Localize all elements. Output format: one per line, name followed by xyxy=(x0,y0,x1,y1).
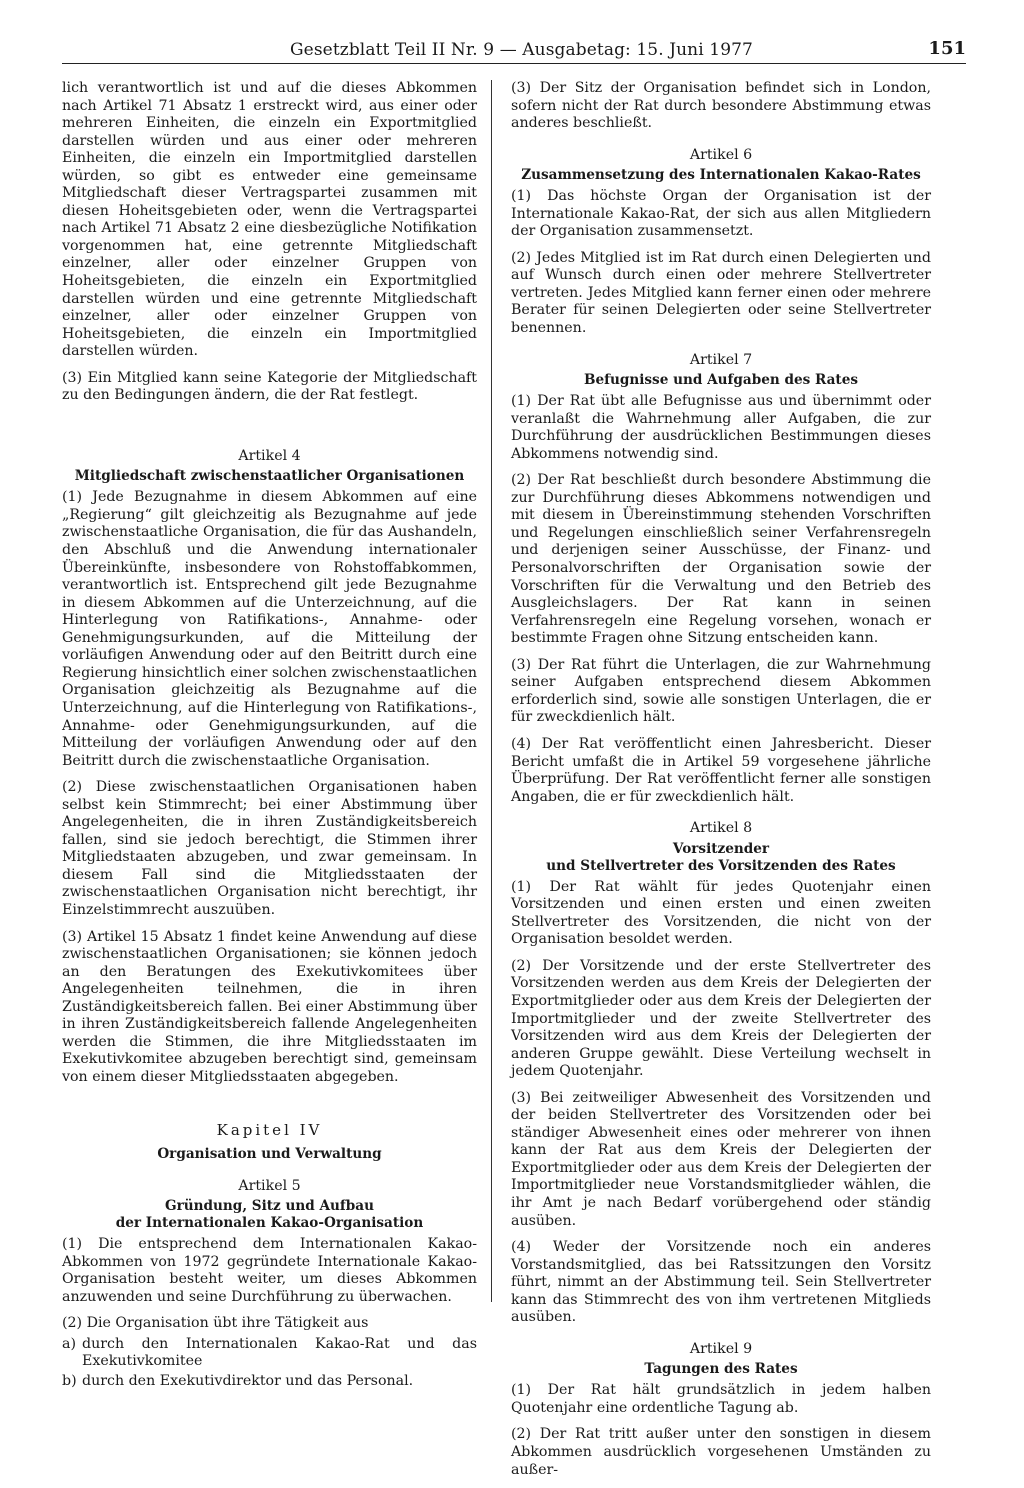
article-4-paragraph-1: (1) Jede Bezugnahme in diesem Abkommen auf eine „Regierung“ gilt gleichzeitig als Bezugnahme auf jede zwischenstaatliche Organisation, die für das Aushandeln, den Abschluß und die Anwendung internationaler Übereinkünfte, insbesondere von Rohstoffabkommen, verantwortlich ist. Entsprechend gilt jede Bezugnahme in diesem Abkommen auf die Unterzeichnung, auf die Hinterlegung von Ratifikations-, Annahme- oder Genehmigungsurkunden, auf die Mitteilung der vorläufigen Anwendung oder auf den Beitritt durch eine Regierung hinsichtlich einer solchen zwischenstaatlichen Organisation gleichzeitig als Bezugnahme auf die Unterzeichnung, auf die Hinterlegung von Ratifikations-, Annahme- oder Genehmigungsurkunden, auf die Mitteilung der vorläufigen Anwendung oder auf den Beitritt durch die zwischenstaatliche Organisation. xyxy=(62,489,477,769)
article-4-heading: Artikel 4 xyxy=(238,447,301,464)
list-text: durch den Exekutivdirektor und das Personal. xyxy=(82,1372,414,1389)
article-5-title-line-1: Gründung, Sitz und Aufbau xyxy=(165,1198,374,1215)
article-9-paragraph-2: (2) Der Rat tritt außer unter den sonstigen in diesem Abkommen ausdrücklich vorgesehenen Umständen zu außer- xyxy=(511,1426,931,1478)
left-column xyxy=(62,80,477,1392)
list-marker: a) xyxy=(62,1335,76,1352)
article-7-paragraph-4: (4) Der Rat veröffentlicht einen Jahresbericht. Dieser Bericht umfaßt die in Artikel 59 vorgesehene jährliche Überprüfung. Der Rat veröffentlicht ferner alle sonstigen Angaben, die er für zweckdienlich hält. xyxy=(511,735,931,805)
article-4-paragraph-3: (3) Artikel 15 Absatz 1 findet keine Anwendung auf diese zwischenstaatlichen Organisationen; sie können jedoch an den Beratungen des Exekutivkomitees über Angelegenheiten teilnehmen, die in ihren Zuständigkeitsbereich fallen. Bei einer Abstimmung über in ihren Zuständigkeitsbereich fallende Angelegenheiten werden die Stimmen, die ihre Mitgliedsstaaten im Exekutivkomitee abzugeben berechtigt sind, gemeinsam von einem dieser Mitgliedsstaaten abgegeben. xyxy=(62,928,477,1085)
article-6-heading: Artikel 6 xyxy=(689,146,753,163)
article-5-title xyxy=(62,1198,477,1232)
article-8-paragraph-4: (4) Weder der Vorsitzende noch ein anderes Vorstandsmitglied, das bei Ratssitzungen den Vorsitz führt, nimmt an der Abstimmung teil. Sein Stellvertreter kann das Stimmrecht des von ihm vertretenen Mitglieds ausüben. xyxy=(511,1239,931,1326)
article-5-title-line-2: der Internationalen Kakao-Organisation xyxy=(115,1215,424,1232)
header-rule xyxy=(62,63,966,64)
list-text: durch den Internationalen Kakao-Rat und das Exekutivkomitee xyxy=(82,1335,477,1370)
article-6-title: Zusammensetzung des Internationalen Kakao-Rates xyxy=(521,167,921,184)
article-6-paragraph-1: (1) Das höchste Organ der Organisation ist der Internationale Kakao-Rat, der sich aus allen Mitgliedern der Organisation zusammensetzt. xyxy=(511,188,931,240)
intro-paragraph: lich verantwortlich ist und auf die dieses Abkommen nach Artikel 71 Absatz 1 erstreckt wird, aus einer oder mehreren Einheiten, die einzeln ein Exportmitglied darstellen würden und aus einer oder mehreren Einheiten, die einzeln ein Importmitglied darstellen würden, so gibt es entweder eine gemeinsame Mitgliedschaft dieser Vertragspartei zusammen mit diesen Hoheitsgebieten oder, wenn die Vertragspartei nach Artikel 71 Absatz 2 eine diesbezügliche Notifikation vorgenommen hat, eine getrennte Mitgliedschaft einzelner, aller oder einzelner Gruppen von Hoheitsgebieten, die einzeln ein Exportmitglied darstellen würden und eine getrennte Mitgliedschaft einzelner, aller oder einzelner Gruppen von Hoheitsgebieten, die einzeln ein Importmitglied darstellen würden. xyxy=(62,80,477,360)
list-item xyxy=(62,1336,477,1371)
article-8-title xyxy=(511,841,931,875)
article-4-paragraph-2: (2) Diese zwischenstaatlichen Organisationen haben selbst kein Stimmrecht; bei einer Abstimmung über Angelegenheiten, die in ihren Zuständigkeitsbereich fallen, sind sie jedoch berechtigt, die Stimmen ihrer Mitgliedstaaten abzugeben, und zwar gemeinsam. In diesem Fall sind die Mitgliedsstaaten der zwischenstaatlichen Organisation nicht berechtigt, ihr Einzelstimmrecht auszuüben. xyxy=(62,779,477,918)
article-7-title: Befugnisse und Aufgaben des Rates xyxy=(583,372,858,389)
article-8-paragraph-2: (2) Der Vorsitzende und der erste Stellvertreter des Vorsitzenden werden aus dem Kreis der Delegierten der Exportmitglieder oder aus dem Kreis der Delegierten der Importmitglieder und der zweite Stellvertreter des Vorsitzenden wird aus dem Kreis der Delegierten der anderen Gruppe gewählt. Diese Verteilung wechselt in jedem Quotenjahr. xyxy=(511,957,931,1080)
publication-title: Gesetzblatt Teil II Nr. 9 — Ausgabetag: 15. Juni 1977 xyxy=(290,40,753,60)
article-7-paragraph-3: (3) Der Rat führt die Unterlagen, die zur Wahrnehmung seiner Aufgaben entsprechend diesem Abkommen erforderlich sind, sowie alle sonstigen Unterlagen, die er für zweckdienlich hält. xyxy=(511,656,931,726)
article-7-heading: Artikel 7 xyxy=(689,351,753,368)
article-5-paragraph-3: (3) Der Sitz der Organisation befindet sich in London, sofern nicht der Rat durch besondere Abstimmung etwas anderes beschließt. xyxy=(511,80,931,132)
list-marker: b) xyxy=(62,1372,77,1389)
article-7-paragraph-1: (1) Der Rat übt alle Befugnisse aus und übernimmt oder veranlaßt die Wahrnehmung aller Aufgaben, die zur Durchführung der ausdrücklichen Bestimmungen dieses Abkommens notwendig sind. xyxy=(511,393,931,462)
article-5-paragraph-2: (2) Die Organisation übt ihre Tätigkeit aus xyxy=(62,1315,369,1332)
article-8-title-line-1: Vorsitzender xyxy=(672,840,770,857)
right-column xyxy=(511,80,931,1488)
article-7-paragraph-2: (2) Der Rat beschließt durch besondere Abstimmung die zur Durchführung dieses Abkommens notwendigen und mit diesem in Übereinstimmung stehenden Vorschriften und Regelungen einschließlich seiner Verfahrensregeln und derjenigen seiner Ausschüsse, der Finanz- und Personalvorschriften der Organisation sowie der Vorschriften für die Verwaltung und den Betrieb des Ausgleichslagers. Der Rat kann in seinen Verfahrensregeln eine Regelung vorsehen, wonach er bestimmte Fragen ohne Sitzung entscheiden kann. xyxy=(511,472,931,647)
article-9-title: Tagungen des Rates xyxy=(644,1361,798,1378)
list-item xyxy=(62,1373,477,1391)
spacer xyxy=(62,414,477,434)
page-header xyxy=(62,34,966,64)
article-3-paragraph-3: (3) Ein Mitglied kann seine Kategorie der Mitgliedschaft zu den Bedingungen ändern, die der Rat festlegt. xyxy=(62,369,477,404)
article-9-heading: Artikel 9 xyxy=(689,1340,753,1357)
page-number: 151 xyxy=(928,38,966,59)
article-5-paragraph-1: (1) Die entsprechend dem Internationalen Kakao-Abkommen von 1972 gegründete Internationale Kakao-Organisation besteht weiter, um dieses Abkommen anzuwenden und seine Durchführung zu überwachen. xyxy=(62,1236,477,1305)
article-8-paragraph-1: (1) Der Rat wählt für jedes Quotenjahr einen Vorsitzenden und einen ersten und einen zweiten Stellvertreter des Vorsitzenden, die nicht von der Organisation besoldet werden. xyxy=(511,878,931,948)
article-8-heading: Artikel 8 xyxy=(689,820,753,837)
article-5-heading: Artikel 5 xyxy=(238,1177,301,1194)
column-divider xyxy=(491,80,492,1302)
article-6-paragraph-2: (2) Jedes Mitglied ist im Rat durch einen Delegierten und auf Wunsch durch einen oder mehrere Stellvertreter vertreten. Jedes Mitglied kann ferner einen oder mehrere Berater für seinen Delegierten oder seine Stellvertreter benennen. xyxy=(511,249,931,337)
article-8-title-line-2: und Stellvertreter des Vorsitzenden des Rates xyxy=(546,857,896,874)
article-9-paragraph-1: (1) Der Rat hält grundsätzlich in jedem halben Quotenjahr eine ordentliche Tagung ab. xyxy=(511,1382,931,1416)
article-8-paragraph-3: (3) Bei zeitweiliger Abwesenheit des Vorsitzenden und der beiden Stellvertreter des Vorsitzenden oder bei ständiger Abwesenheit eines oder mehrerer von ihnen kann der Rat aus dem Kreis der Delegierten der Exportmitglieder oder aus dem Kreis der Delegierten der Importmitglieder neue Vorstandsmitglieder wählen, die ihr Amt je nach Bedarf vorübergehend oder ständig ausüben. xyxy=(511,1089,931,1229)
chapter-title: Organisation und Verwaltung xyxy=(157,1145,382,1162)
article-4-title: Mitgliedschaft zwischenstaatlicher Organisationen xyxy=(74,468,465,485)
chapter-heading: Kapitel IV xyxy=(216,1121,323,1140)
